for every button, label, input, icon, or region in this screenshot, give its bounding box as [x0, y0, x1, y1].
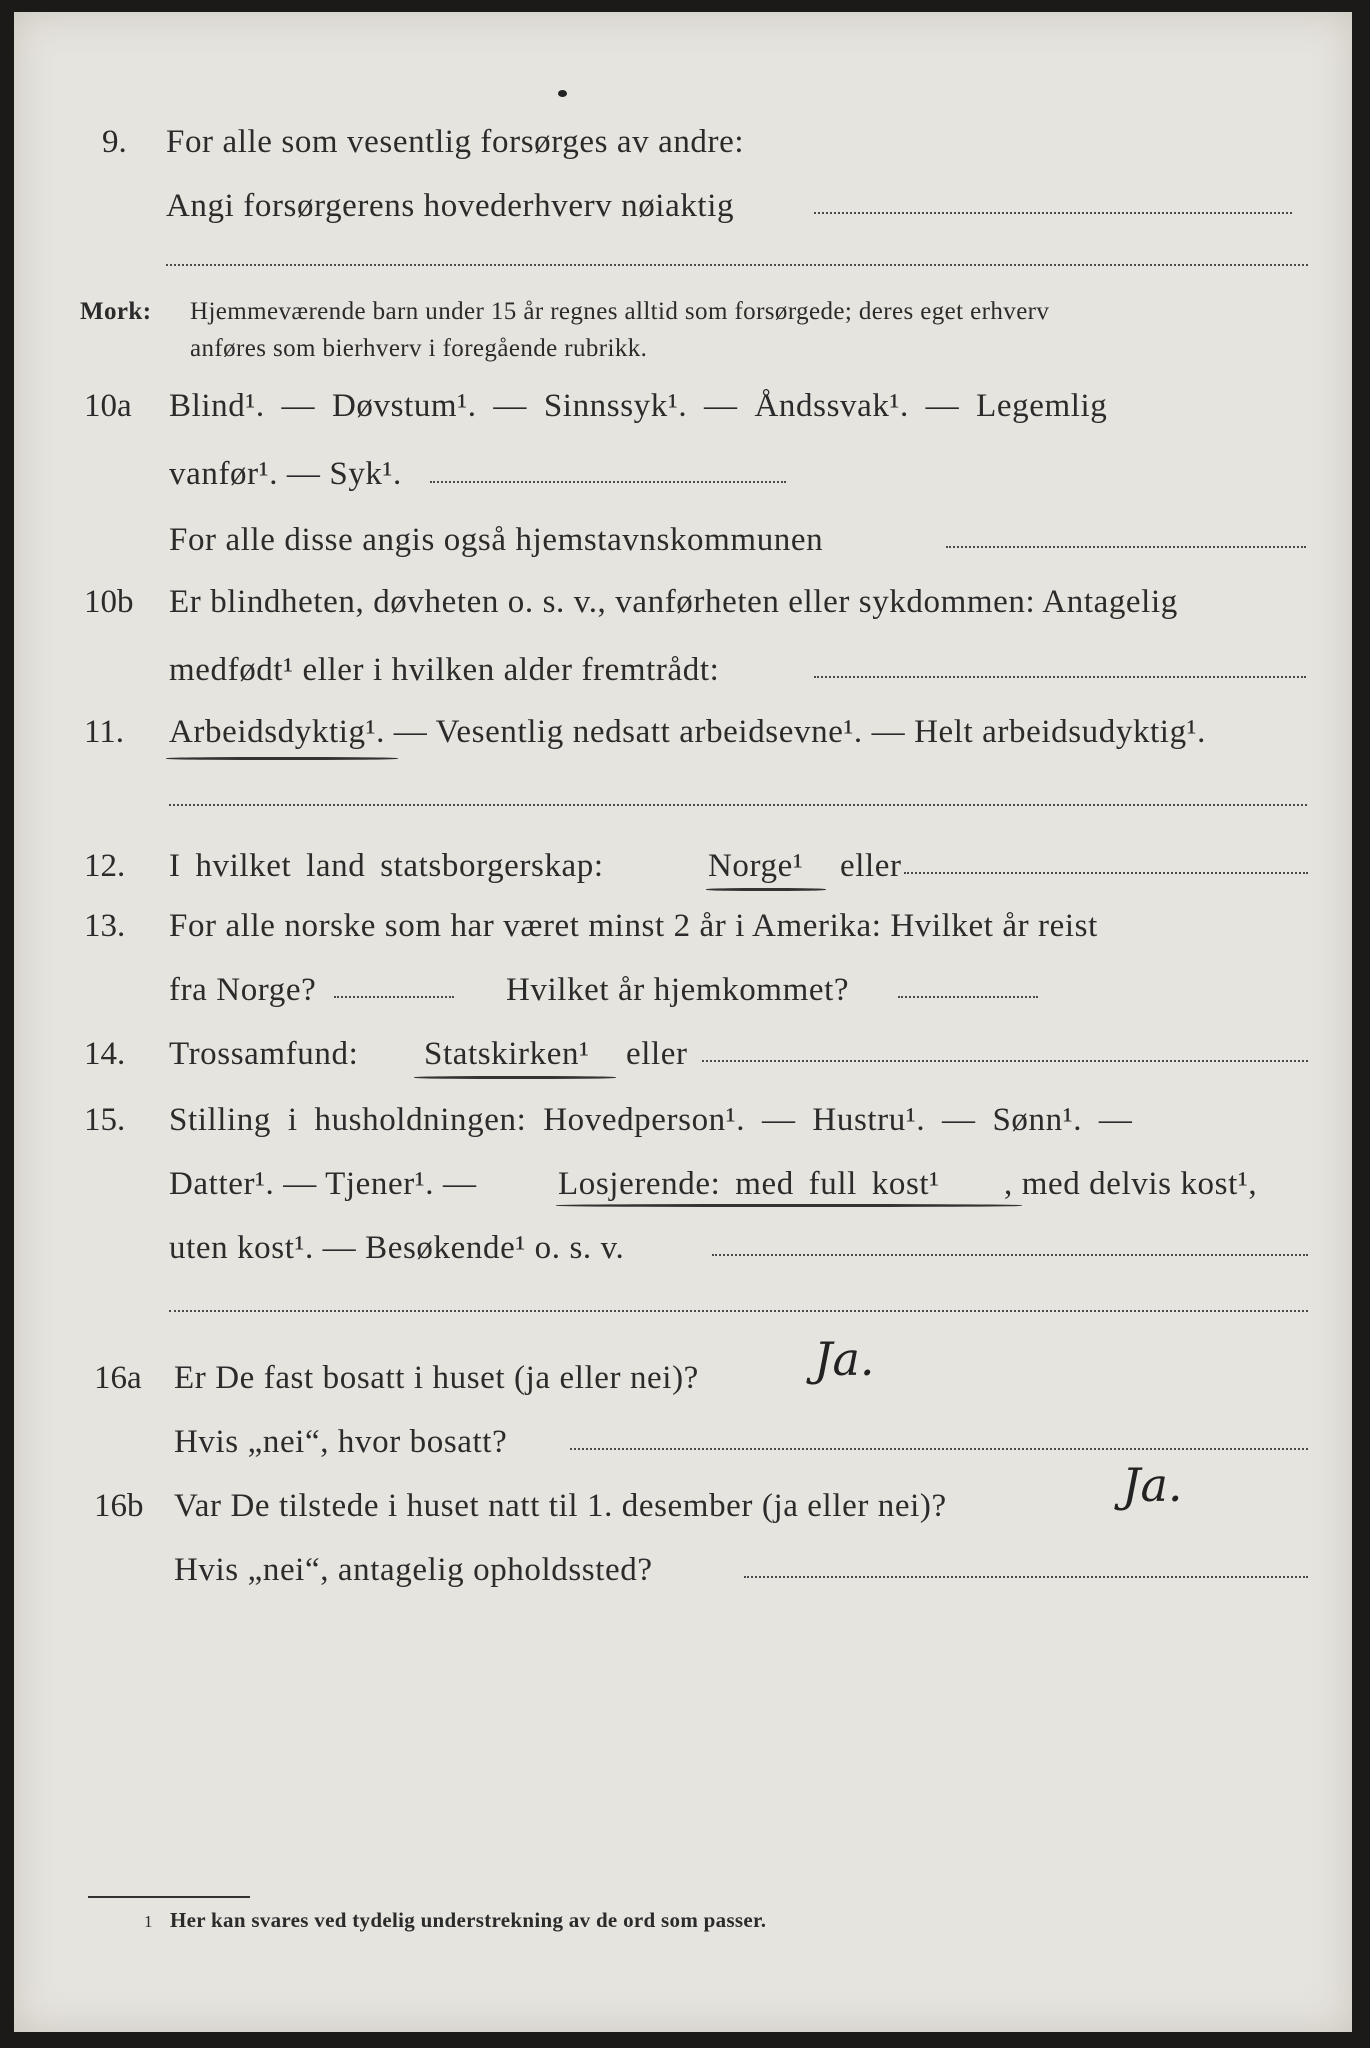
q10a-municipality-line[interactable] [946, 546, 1306, 548]
q16b-text-line1: Var De tilstede i huset natt til 1. desember (ja eller nei)? [174, 1488, 947, 1524]
note-line2: anføres som bierhverv i foregående rubrikk. [190, 335, 648, 362]
q10a-text-line2: vanfør¹. — Syk¹. [169, 456, 402, 492]
ink-dot [558, 90, 567, 97]
q11-text-line1: Arbeidsdyktig¹. — Vesentlig nedsatt arbeidsevne¹. — Helt arbeidsudyktig¹. [169, 714, 1207, 750]
q13-text-line1: For alle norske som har været minst 2 år i Amerika: Hvilket år reist [169, 908, 1098, 944]
q9-text-line2: Angi forsørgerens hovederhverv nøiaktig [166, 188, 735, 224]
q16a-number: 16a [94, 1360, 142, 1396]
q10b-text-line2: medfødt¹ eller i hvilken alder fremtrådt: [169, 652, 720, 688]
q12-suffix: eller [840, 848, 902, 884]
q9-answer-line-2[interactable] [166, 264, 1308, 266]
q14-answer-line[interactable] [702, 1060, 1308, 1062]
q13-text-line2a: fra Norge? [169, 972, 317, 1008]
q15-answer-line[interactable] [712, 1254, 1308, 1256]
q12-choice-norge: Norge¹ [708, 848, 804, 884]
q10b-text-line1: Er blindheten, døvheten o. s. v., vanførheten eller sykdommen: Antagelig [169, 584, 1178, 620]
q14-number: 14. [84, 1036, 126, 1072]
q10b-answer-line[interactable] [814, 676, 1306, 678]
q15-choice-losjerende: Losjerende: med full kost¹ [558, 1166, 940, 1202]
footnote-rule [88, 1896, 250, 1898]
q13-departure-year-line[interactable] [334, 996, 454, 998]
q11-underline-arbeidsdyktig [166, 757, 398, 760]
q10a-text-line3: For alle disse angis også hjemstavnskommunen [169, 522, 824, 558]
q11-answer-line[interactable] [169, 804, 1307, 806]
q16a-residence-line[interactable] [570, 1448, 1308, 1450]
q13-text-line2b: Hvilket år hjemkommet? [506, 972, 850, 1008]
q15-number: 15. [84, 1102, 126, 1138]
q16a-text-line2: Hvis „nei“, hvor bosatt? [174, 1424, 508, 1460]
q15-answer-line-2[interactable] [169, 1310, 1308, 1312]
q11-number: 11. [84, 714, 125, 750]
census-form-page [14, 12, 1352, 2032]
q15-underline-losjerende [556, 1204, 1022, 1207]
q15-text-line1: Stilling i husholdningen: Hovedperson¹. — Hustru¹. — Sønn¹. — [169, 1102, 1133, 1138]
q10a-answer-line[interactable] [430, 481, 786, 483]
q14-prefix: Trossamfund: [169, 1036, 359, 1072]
q16b-text-line2: Hvis „nei“, antagelig opholdssted? [174, 1552, 653, 1588]
q16a-handwritten-answer: Ja. [814, 1332, 875, 1386]
q14-underline-statskirken [414, 1076, 616, 1079]
q13-return-year-line[interactable] [898, 996, 1038, 998]
q16b-handwritten-answer: Ja. [1122, 1458, 1183, 1512]
q9-answer-line[interactable] [814, 212, 1292, 214]
q12-answer-line[interactable] [904, 872, 1308, 874]
q15-text-line3: uten kost¹. — Besøkende¹ o. s. v. [169, 1230, 625, 1266]
q12-prefix: I hvilket land statsborgerskap: [169, 848, 604, 884]
q13-number: 13. [84, 908, 126, 944]
q12-underline-norge [706, 888, 826, 891]
q14-suffix: eller [626, 1036, 688, 1072]
q16b-number: 16b [94, 1488, 144, 1524]
q12-number: 12. [84, 848, 126, 884]
footnote-text: Her kan svares ved tydelig understrekning av de ord som passer. [170, 1908, 767, 1932]
q15-text-line2a: Datter¹. — Tjener¹. — [169, 1166, 477, 1202]
q16a-text-line1: Er De fast bosatt i huset (ja eller nei)? [174, 1360, 699, 1396]
q14-choice-statskirken: Statskirken¹ [424, 1036, 590, 1072]
q10b-number: 10b [84, 584, 134, 620]
note-label: Mork: [80, 298, 152, 325]
q9-text-line1: For alle som vesentlig forsørges av andre: [166, 124, 745, 160]
q10a-text-line1: Blind¹. — Døvstum¹. — Sinnssyk¹. — Åndssvak¹. — Legemlig [169, 388, 1108, 424]
q9-number: 9. [102, 124, 127, 160]
q10a-number: 10a [84, 388, 132, 424]
q16b-whereabouts-line[interactable] [744, 1576, 1308, 1578]
footnote-mark: 1 [144, 1912, 153, 1931]
q15-text-line2c: , med delvis kost¹, [1004, 1166, 1258, 1202]
note-line1: Hjemmeværende barn under 15 år regnes alltid som forsørgede; deres eget erhverv [190, 298, 1050, 325]
